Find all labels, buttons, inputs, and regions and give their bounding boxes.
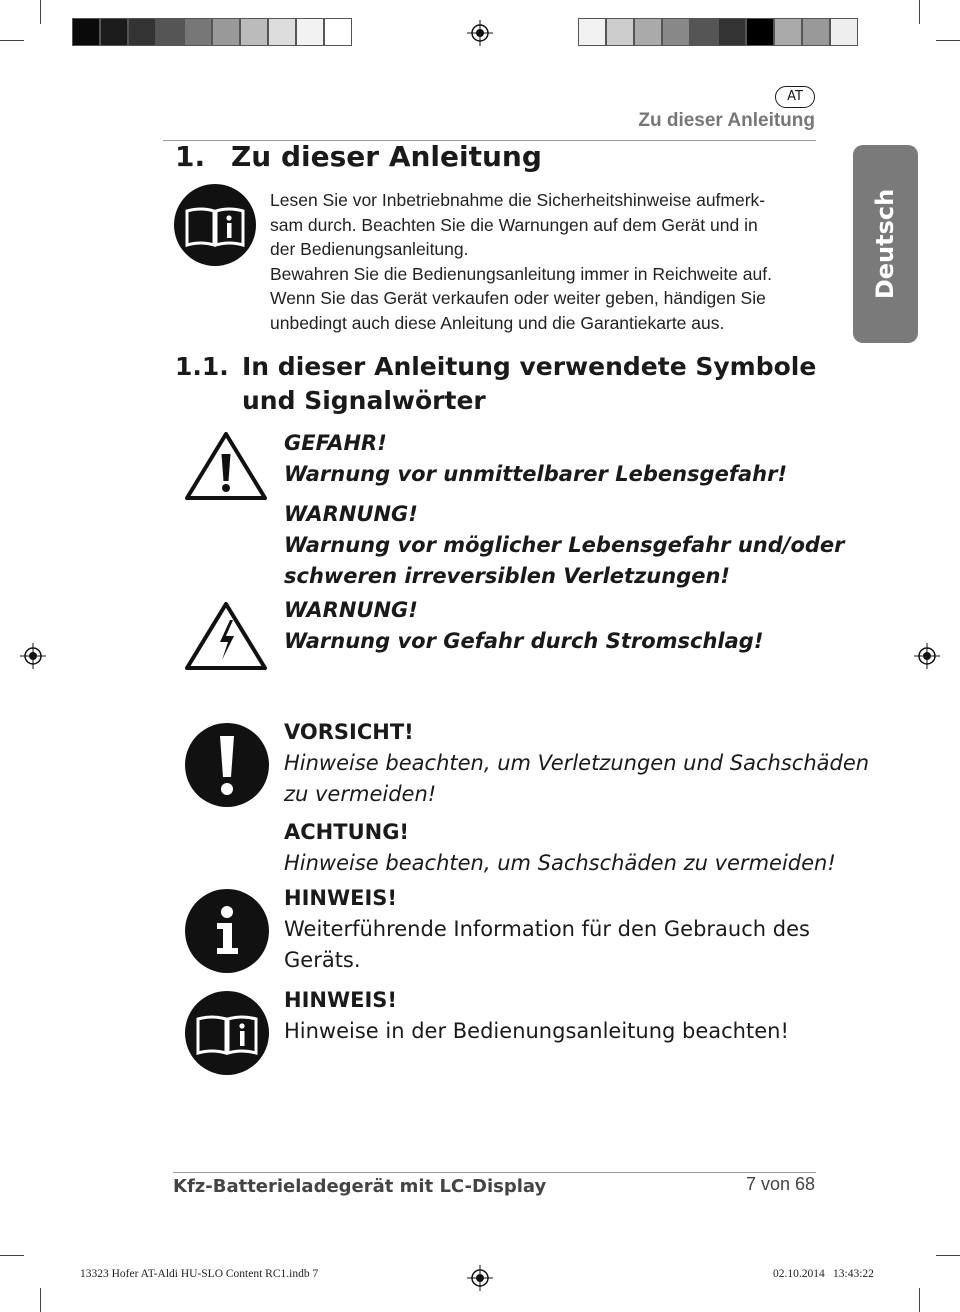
manual-book-icon <box>184 990 270 1076</box>
registration-mark-icon <box>467 20 493 46</box>
info-circle-icon <box>184 888 270 974</box>
signal-description: Warnung vor Gefahr durch Stromschlag! <box>284 629 764 653</box>
signal-hinweis-info <box>284 883 810 976</box>
intro-line: der Bedienungsanleitung. <box>270 239 469 259</box>
intro-line: unbedingt auch diese Anleitung und die Garantiekarte aus. <box>270 312 725 333</box>
intro-line: Lesen Sie vor Inbetriebnahme die Sicherheitshinweise aufmerk- <box>270 190 766 210</box>
registration-mark-icon <box>20 643 46 669</box>
signal-warnung-life <box>284 499 845 592</box>
signal-hinweis-manual <box>284 985 789 1047</box>
country-code-badge: AT <box>775 86 815 108</box>
subsection-number: 1.1. <box>175 352 229 381</box>
subsection-title-line2: und Signalwörter <box>242 386 486 415</box>
color-bar-left <box>72 18 352 46</box>
intro-line: sam durch. Beachten Sie die Warnungen auf dem Gerät und in <box>270 214 758 235</box>
crop-mark <box>0 1255 24 1256</box>
electric-shock-triangle-icon <box>183 600 269 672</box>
section-number: 1. <box>175 140 206 173</box>
page-number: 7 von 68 <box>745 1174 815 1194</box>
signal-description: Hinweise beachten, um Sachschäden zu vermeiden! <box>284 851 836 875</box>
signal-description: Geräts. <box>284 948 361 972</box>
signal-description: Hinweise beachten, um Verletzungen und Sachschäden <box>284 751 870 775</box>
signal-description: Weiterführende Information für den Gebrauch des <box>284 917 810 941</box>
crop-mark <box>40 0 41 24</box>
signal-vorsicht <box>284 717 869 810</box>
signal-achtung <box>284 817 836 879</box>
signal-word: VORSICHT! <box>284 720 414 744</box>
crop-mark <box>40 1288 41 1312</box>
footer-rule <box>173 1172 816 1173</box>
signal-word: HINWEIS! <box>284 886 397 910</box>
signal-description: schweren irreversiblen Verletzungen! <box>284 564 731 588</box>
signal-word: ACHTUNG! <box>284 820 410 844</box>
signal-description: zu vermeiden! <box>284 782 437 806</box>
section-heading <box>175 140 542 173</box>
intro-line: Bewahren Sie die Bedienungsanleitung immer in Reichweite auf. <box>270 263 772 284</box>
signal-gefahr <box>284 428 787 490</box>
intro-line: Wenn Sie das Gerät verkaufen oder weiter geben, händigen Sie <box>270 288 766 308</box>
footer-title: Kfz-Batterieladegerät mit LC-Display <box>173 1176 547 1197</box>
slug-date: 02.10.2014 <box>773 1268 825 1280</box>
crop-mark <box>936 1255 960 1256</box>
section-title: Zu dieser Anleitung <box>231 140 542 173</box>
subsection-heading <box>175 350 816 418</box>
signal-description: Hinweise in der Bedienungsanleitung beachten! <box>284 1019 789 1043</box>
signal-description: Warnung vor möglicher Lebensgefahr und/oder <box>284 533 845 557</box>
crop-mark <box>919 0 920 24</box>
signal-word: HINWEIS! <box>284 988 397 1012</box>
crop-mark <box>0 40 24 41</box>
language-tab <box>853 145 918 343</box>
language-tab-label: Deutsch <box>871 188 900 300</box>
manual-book-icon <box>173 183 257 267</box>
warning-triangle-icon <box>183 430 269 502</box>
exclamation-circle-icon <box>184 722 270 808</box>
signal-word: GEFAHR! <box>284 431 387 455</box>
registration-mark-icon <box>467 1265 493 1291</box>
signal-word: WARNUNG! <box>284 502 418 526</box>
crop-mark <box>919 1288 920 1312</box>
slug-time: 13:43:22 <box>833 1268 874 1280</box>
signal-warnung-shock <box>284 595 763 657</box>
intro-paragraph <box>270 188 830 335</box>
registration-mark-icon <box>914 643 940 669</box>
signal-word: WARNUNG! <box>284 598 418 622</box>
slug-filename: 13323 Hofer AT-Aldi HU-SLO Content RC1.indb 7 <box>80 1268 319 1280</box>
signal-description: Warnung vor unmittelbarer Lebensgefahr! <box>284 462 788 486</box>
color-bar-right <box>578 18 858 46</box>
crop-mark <box>936 40 960 41</box>
subsection-title-line1: In dieser Anleitung verwendete Symbole <box>242 352 817 381</box>
running-head: Zu dieser Anleitung <box>638 110 815 131</box>
